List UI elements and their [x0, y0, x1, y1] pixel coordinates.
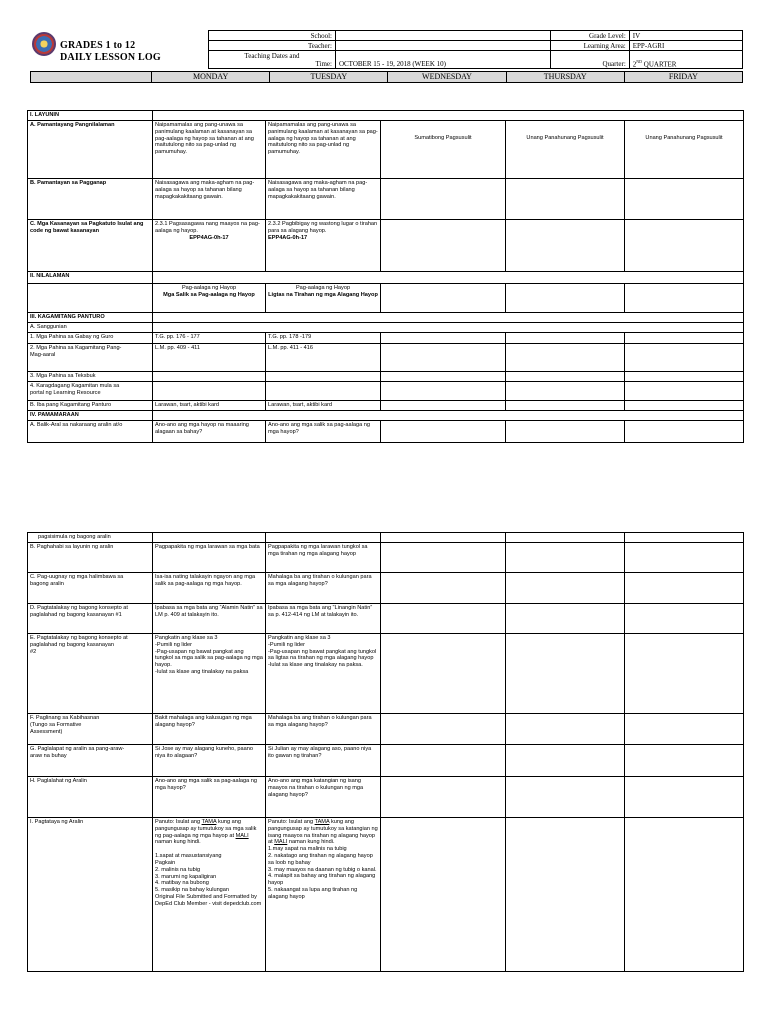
instr-text: kung ang pangungusap ay tumutukoy sa katangian ng isang maayos na tirahan ng alagang hayop at — [268, 819, 378, 846]
instr-text: naman kung hindi. — [155, 839, 201, 846]
table-row — [28, 333, 744, 344]
skill-text: 2.3.2 Pagbibigay ng wastong lugar o tirahan para sa alagang hayop. — [268, 221, 378, 234]
instr-text: kung ang pangungusap ay tumutukoy sa mga salik ng pag-aalaga ng mga hayop at — [155, 819, 257, 839]
section-kagamitang-panturo: III. KAGAMITANG PANTURO — [28, 313, 153, 323]
section-layunin: I. LAYUNIN — [28, 111, 153, 121]
evaluation-items: 1.sapat at masustansiyang Pagkain 2. malinis na tubig 3. marumi ng kapaligiran 4. matibay na bubong 5. masikip na bahay kulungan Original File Submitted and Formatted by DepEd Club Member - visit depedclub.com — [155, 853, 262, 907]
day-wednesday: WEDNESDAY — [387, 72, 505, 82]
cell-tuesday: Naipamamalas ang pang-unawa sa panimulang kaalaman at kasanayan sa pag-aalaga ng hayop sa tahanan at ang maitutulong nito sa pag-unlad ng pamumuhay. — [266, 121, 381, 179]
day-friday: FRIDAY — [624, 72, 742, 82]
cell-friday: Unang Panahunang Pagsusulit — [625, 121, 744, 179]
school-value — [335, 31, 550, 41]
skill-code: EPP4AG-0h-17 — [189, 234, 229, 241]
cell-tuesday — [266, 220, 381, 272]
table-row — [28, 777, 744, 818]
table-row — [28, 111, 744, 121]
cell-tuesday: Naisasagawa ang maka-agham na pag-aalaga sa hayop sa tahanan bilang mapagkakakitaang gawain. — [266, 179, 381, 220]
table-row — [28, 272, 744, 284]
table-row — [28, 714, 744, 745]
row-label-pagtatalakay-1: D. Pagtatalakay ng bagong konsepto at paglalahad ng bagong kasanayan #1 — [28, 604, 153, 634]
section-nilalaman: II. NILALAMAN — [28, 272, 153, 284]
day-tuesday: TUESDAY — [269, 72, 387, 82]
table-row — [28, 313, 744, 323]
cell-tuesday: Si Julian ay may alagang aso, paano niya ito gawan ng tirahan? — [266, 745, 381, 777]
cell-tuesday: L.M. pp. 411 - 416 — [266, 344, 381, 372]
log-title — [60, 40, 161, 64]
row-label-paglalahat: H. Paglalahat ng Aralin — [28, 777, 153, 818]
header-info-table — [208, 30, 743, 69]
weekday-spacer — [31, 72, 151, 82]
instr-text: Panuto: Isulat ang — [155, 819, 202, 825]
instr-tama: TAMA — [201, 819, 217, 825]
cell-wednesday: Sumatibong Pagsusulit — [381, 121, 506, 179]
cell-monday — [153, 284, 266, 313]
cell-monday: Larawan, tsart, aktibi kard — [153, 401, 266, 411]
table-row — [28, 421, 744, 443]
row-label-pagtatalakay-2: E. Pagtatalakay ng bagong konsepto at paglalahad ng bagong kasanayan #2 — [28, 634, 153, 714]
row-label-pamantayan-sa-pagganap: B. Pamantayan sa Pagganap — [28, 179, 153, 220]
row-label-learning-resource: 4. Karagdagang Kagamitan mula sa portal ng Learning Resource — [28, 382, 153, 401]
table-row — [28, 284, 744, 313]
cell-tuesday — [266, 284, 381, 313]
lesson-log-table-page1 — [27, 110, 744, 443]
cell-tuesday: Ano-ano ang mga salik sa pag-aalaga ng mga hayop? — [266, 421, 381, 443]
quarter-number: 2 — [632, 60, 637, 68]
row-label-balik-aral: A. Balik-Aral sa nakaraang aralin at/o — [28, 421, 153, 443]
row-label-continuation: pagsisimula ng bagong aralin — [28, 533, 153, 543]
content-subtopic: Mga Salik sa Pag-aalaga ng Hayop — [163, 291, 255, 298]
evaluation-instructions — [155, 819, 263, 846]
table-row — [28, 634, 744, 714]
cell-thursday: Unang Panahunang Pagsusulit — [506, 121, 625, 179]
evaluation-instructions — [268, 819, 378, 846]
table-row — [28, 573, 744, 604]
row-label-pagtataya: I. Pagtataya ng Aralin — [28, 818, 153, 972]
cell-tuesday: Mahalaga ba ang tirahan o kulungan para sa mga alagang hayop? — [266, 714, 381, 745]
lesson-log-table-page2 — [27, 532, 744, 972]
table-row — [28, 179, 744, 220]
row-label-pag-uugnay: C. Pag-uugnay ng mga halimbawa sa bagong aralin — [28, 573, 153, 604]
teaching-dates-label — [209, 51, 336, 69]
cell-tuesday: T.G. pp. 178 -179 — [266, 333, 381, 344]
teaching-dates-label-line1: Teaching Dates and — [244, 52, 300, 60]
skill-text: 2.3.1 Pagsasagawa nang maayos na pag-aalaga ng hayop. — [155, 221, 260, 234]
skill-code: EPP4AG-0h-17 — [268, 234, 308, 241]
day-monday: MONDAY — [151, 72, 269, 82]
row-label-paghahabi: B. Paghahabi sa layunin ng aralin — [28, 543, 153, 573]
quarter-value — [629, 51, 742, 69]
content-subtopic: Ligtas na Tirahan ng mga Alagang Hayop — [268, 291, 378, 298]
row-label-paglinang: F. Paglinang sa Kabihasnan (Tungo sa Formative Assessment) — [28, 714, 153, 745]
lesson-log-header — [30, 30, 743, 85]
row-label-pamantayang-pangnilalaman: A. Pamantayang Pangnilalaman — [28, 121, 153, 179]
log-title-line1: GRADES 1 to 12 — [60, 40, 136, 51]
instr-mali: MALI — [235, 832, 249, 839]
cell-tuesday: Larawan, tsart, aktibi kard — [266, 401, 381, 411]
instr-mali: MALI — [274, 839, 288, 846]
cell-monday — [153, 220, 266, 272]
table-row — [28, 818, 744, 972]
cell-monday: Naisasagawa ang maka-agham na pag-aalaga sa hayop sa tahanan bilang mapagkakakitaang gawain. — [153, 179, 266, 220]
cell-monday — [153, 818, 266, 972]
quarter-suffix: ND — [636, 58, 643, 64]
cell-monday: Si Jose ay may alagang kuneho, paano niya ito alagaan? — [153, 745, 266, 777]
table-row — [28, 745, 744, 777]
deped-seal-icon — [32, 32, 56, 56]
cell-tuesday — [266, 818, 381, 972]
grade-level-label: Grade Level: — [550, 31, 629, 41]
row-label-sanggunian: A. Sanggunian — [28, 323, 153, 333]
table-row — [28, 121, 744, 179]
cell-tuesday: Ipabasa sa mga bata ang “Linangin Natin” sa p. 412-414 ng LM at talakayin ito. — [266, 604, 381, 634]
table-row — [28, 372, 744, 382]
instr-tama: TAMA — [314, 819, 330, 825]
cell-monday: L.M. pp. 409 - 411 — [153, 344, 266, 372]
row-label-gabay-ng-guro: 1. Mga Pahina sa Gabay ng Guro — [28, 333, 153, 344]
table-row — [28, 533, 744, 543]
cell-monday: T.G. pp. 176 - 177 — [153, 333, 266, 344]
day-thursday: THURSDAY — [506, 72, 624, 82]
teaching-dates-value: OCTOBER 15 - 19, 2018 (WEEK 10) — [335, 51, 550, 69]
cell-tuesday: Pangkatin ang klase sa 3 -Pumili ng lider -Pag-usapan ng bawat pangkat ang tungkol sa ligtas na tirahan ng mga alagang hayop -Iulat sa klase ang tinalakay na paksa. — [266, 634, 381, 714]
row-label-teksbuk: 3. Mga Pahina sa Teksbuk — [28, 372, 153, 382]
grade-level-value: IV — [629, 31, 742, 41]
teacher-label: Teacher: — [209, 41, 336, 51]
cell-tuesday: Pagpapakita ng mga larawan tungkol sa mga tirahan ng mga alagang hayop — [266, 543, 381, 573]
instr-text: Panuto: Isulat ang — [268, 819, 315, 825]
log-title-line2: DAILY LESSON LOG — [60, 52, 161, 63]
cell-monday: Ano-ano ang mga salik sa pag-aalaga ng mga hayop? — [153, 777, 266, 818]
instr-text: naman kung hindi. — [287, 839, 335, 846]
row-label-kasanayan-sa-pagkatuto: C. Mga Kasanayan sa Pagkatuto Isulat ang code ng bawat kasanayan — [28, 220, 153, 272]
content-topic: Pag-aalaga ng Hayop — [181, 285, 237, 291]
table-row — [28, 323, 744, 333]
table-row — [28, 344, 744, 372]
cell-monday: Pangkatin ang klase sa 3 -Pumili ng lider -Pag-usapan ng bawat pangkat ang tungkol sa mga salik sa pag-aalaga ng mga hayop. -Iulat sa klase ang tinalakay na paksa — [153, 634, 266, 714]
evaluation-items: 1.may sapat na malinis na tubig 2. nakatago ang tirahan ng alagang hayop sa loob ng bahay 3. may maayos na daanan ng tubig o kanal. 4. malapit sa bahay ang tirahan ng alagang hayop 5. nakaangat sa lupa ang tirahan ng alagang hayop — [268, 846, 377, 900]
cell-monday: Bakit mahalaga ang kalusugan ng mga alagang hayop? — [153, 714, 266, 745]
section-pamamaraan: IV. PAMAMARAAN — [28, 411, 153, 421]
weekday-header-bar — [30, 71, 743, 83]
cell-monday: Naipamamalas ang pang-unawa sa panimulang kaalaman at kasanayan sa pag-aalaga ng hayop sa tahanan at ang maitutulong nito sa pag-unlad ng pamumuhay. — [153, 121, 266, 179]
table-row — [28, 382, 744, 401]
row-label-iba-pang-kagamitan: B. Iba pang Kagamitang Panturo — [28, 401, 153, 411]
cell-monday: Pagpapakita ng mga larawan sa mga bata — [153, 543, 266, 573]
table-row — [28, 604, 744, 634]
quarter-label: Quarter: — [550, 51, 629, 69]
table-row — [28, 543, 744, 573]
table-row — [28, 220, 744, 272]
table-row — [28, 411, 744, 421]
learning-area-value: EPP-AGRI — [629, 41, 742, 51]
quarter-word: QUARTER — [642, 60, 677, 68]
cell-tuesday: Mahalaga ba ang tirahan o kulungan para sa mga alagang hayop? — [266, 573, 381, 604]
teacher-value — [335, 41, 550, 51]
content-topic: Pag-aalaga ng Hayop — [295, 285, 351, 291]
cell-monday: Ipabasa sa mga bata ang “Alamin Natin” sa LM p. 409 at talakayin ito. — [153, 604, 266, 634]
row-label-paglalapat: G. Paglalapat ng aralin sa pang-araw- araw na buhay — [28, 745, 153, 777]
table-row — [28, 401, 744, 411]
cell-monday: Isa-isa nating talakayin ngayon ang mga salik sa pag-aalaga ng mga hayop. — [153, 573, 266, 604]
row-label-kagamitang-mag-aaral: 2. Mga Pahina sa Kagamitang Pang- Mag-aaral — [28, 344, 153, 372]
learning-area-label: Learning Area: — [550, 41, 629, 51]
teaching-dates-label-line2: Time: — [315, 60, 332, 68]
cell-monday: Ano-ano ang mga hayop na maaaring alagaan sa bahay? — [153, 421, 266, 443]
school-label: School: — [209, 31, 336, 41]
cell-tuesday: Ano-ano ang mga katangian ng isang maayos na tirahan o kulungan ng mga alagang hayop? — [266, 777, 381, 818]
